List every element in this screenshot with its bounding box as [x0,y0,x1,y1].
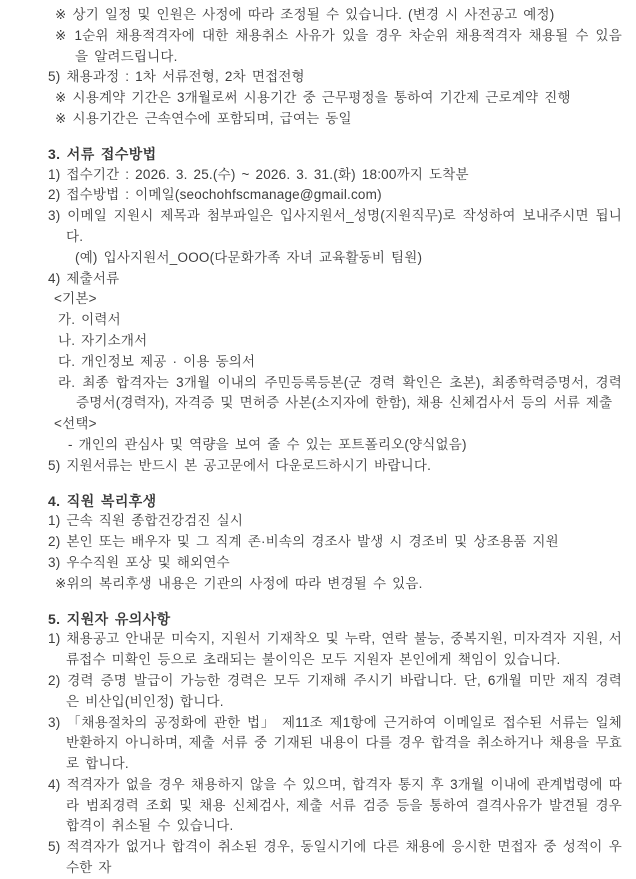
label-basic-documents: <기본> [54,291,97,307]
item-family-events-support: 2) 본인 또는 배우자 및 그 직계 존·비속의 경조사 발생 시 경조비 및 상조용품 지원 [48,534,559,550]
optional-portfolio: - 개인의 관심사 및 역량을 보여 줄 수 있는 포트폴리오(양식없음) [68,436,467,452]
notice-applicant-responsibility: 1) 채용공고 안내문 미숙지, 지원서 기재착오 및 누락, 연락 불능, 중복지원, 미자격자 지원, 서류접수 미확인 등으로 초래되는 불이익은 모두 지원자 본인에게 책임이 있습니다. [48,631,622,668]
notice-alternate-selection: 5) 적격자가 없거나 합격이 취소된 경우, 동일시기에 다른 채용에 응시한 면접자 중 성적이 우수한 자 [48,839,622,876]
section-heading-welfare: 4. 직원 복리후생 [48,492,157,509]
item-health-checkup: 1) 근속 직원 종합건강검진 실시 [48,513,244,529]
note-probation-period: ※ 시용기간은 근속연수에 포함되며, 급여는 동일 [55,110,352,126]
item-download-forms: 5) 지원서류는 반드시 본 공고문에서 다운로드하시기 바랍니다. [48,457,432,473]
note-probation-contract: ※ 시용계약 기간은 3개월로써 시용기간 중 근무평정을 통하여 기간제 근로계약 진행 [55,90,571,106]
item-submission-documents: 4) 제출서류 [48,270,120,286]
doc-privacy-consent: 다. 개인정보 제공 · 이용 동의서 [58,353,256,369]
notice-disqualification-check: 4) 적격자가 없을 경우 채용하지 않을 수 있으며, 합격자 통지 후 3개월 이내에 관계법령에 따라 범죄경력 조회 및 채용 신체검사, 제출 서류 검증 등을 통하여 결격사유가 발견될 경우 합격이 취소될 수 있습니다. [48,776,622,834]
label-optional-documents: <선택> [54,416,97,432]
section-heading-receipt-method: 3. 서류 접수방법 [48,145,157,162]
doc-resume: 가. 이력서 [58,312,121,328]
notice-career-certification: 2) 경력 증명 발급이 가능한 경력은 모두 기재해 주시기 바랍니다. 단, 6개월 미만 재직 경력은 비산입(비인정) 합니다. [48,672,622,709]
doc-cover-letter: 나. 자기소개서 [58,332,148,348]
notice-no-return-of-documents: 3) 「채용절차의 공정화에 관한 법」 제11조 제1항에 근거하여 이메일로 접수된 서류는 일체 반환하지 아니하며, 제출 서류 중 기재된 내용이 다를 경우 합격을 취소하거나 채용을 무효로 합니다. [48,714,622,772]
example-email-title: (예) 입사지원서_OOO(다문화가족 자녀 교육활동비 팀원) [75,249,423,265]
doc-final-pass-documents: 라. 최종 합격자는 3개월 이내의 주민등록등본(군 경력 확인은 초본), 최종학력증명서, 경력증명서(경력자), 자격증 및 면허증 사본(소지자에 한함), 채용 신체검사서 등의 서류 제출 [58,374,622,411]
item-receipt-method-email: 2) 접수방법 : 이메일(seochohfscmanage@gmail.com) [48,187,382,203]
item-award-training: 3) 우수직원 포상 및 해외연수 [48,554,230,570]
item-email-title-format: 3) 이메일 지원시 제목과 첨부파일은 입사지원서_성명(지원직무)로 작성하여 보내주시면 됩니다. [48,208,622,244]
item-receipt-period: 1) 접수기간 : 2026. 3. 25.(수) ~ 2026. 3. 31.(화) 18:00까지 도착분 [48,166,469,182]
note-runner-up-hire: ※ 1순위 채용적격자에 대한 채용취소 사유가 있을 경우 차순위 채용적격자 채용될 수 있음을 알려드립니다. [55,27,622,64]
item-hiring-process: 5) 채용과정 : 1차 서류전형, 2차 면접전형 [48,69,305,85]
note-welfare-change: ※위의 복리후생 내용은 기관의 사정에 따라 변경될 수 있음. [55,575,423,591]
note-schedule-adjustment: ※ 상기 일정 및 인원은 사정에 따라 조정될 수 있습니다. (변경 시 사전공고 예정) [55,7,555,22]
section-heading-applicant-notice: 5. 지원자 유의사항 [48,610,171,627]
